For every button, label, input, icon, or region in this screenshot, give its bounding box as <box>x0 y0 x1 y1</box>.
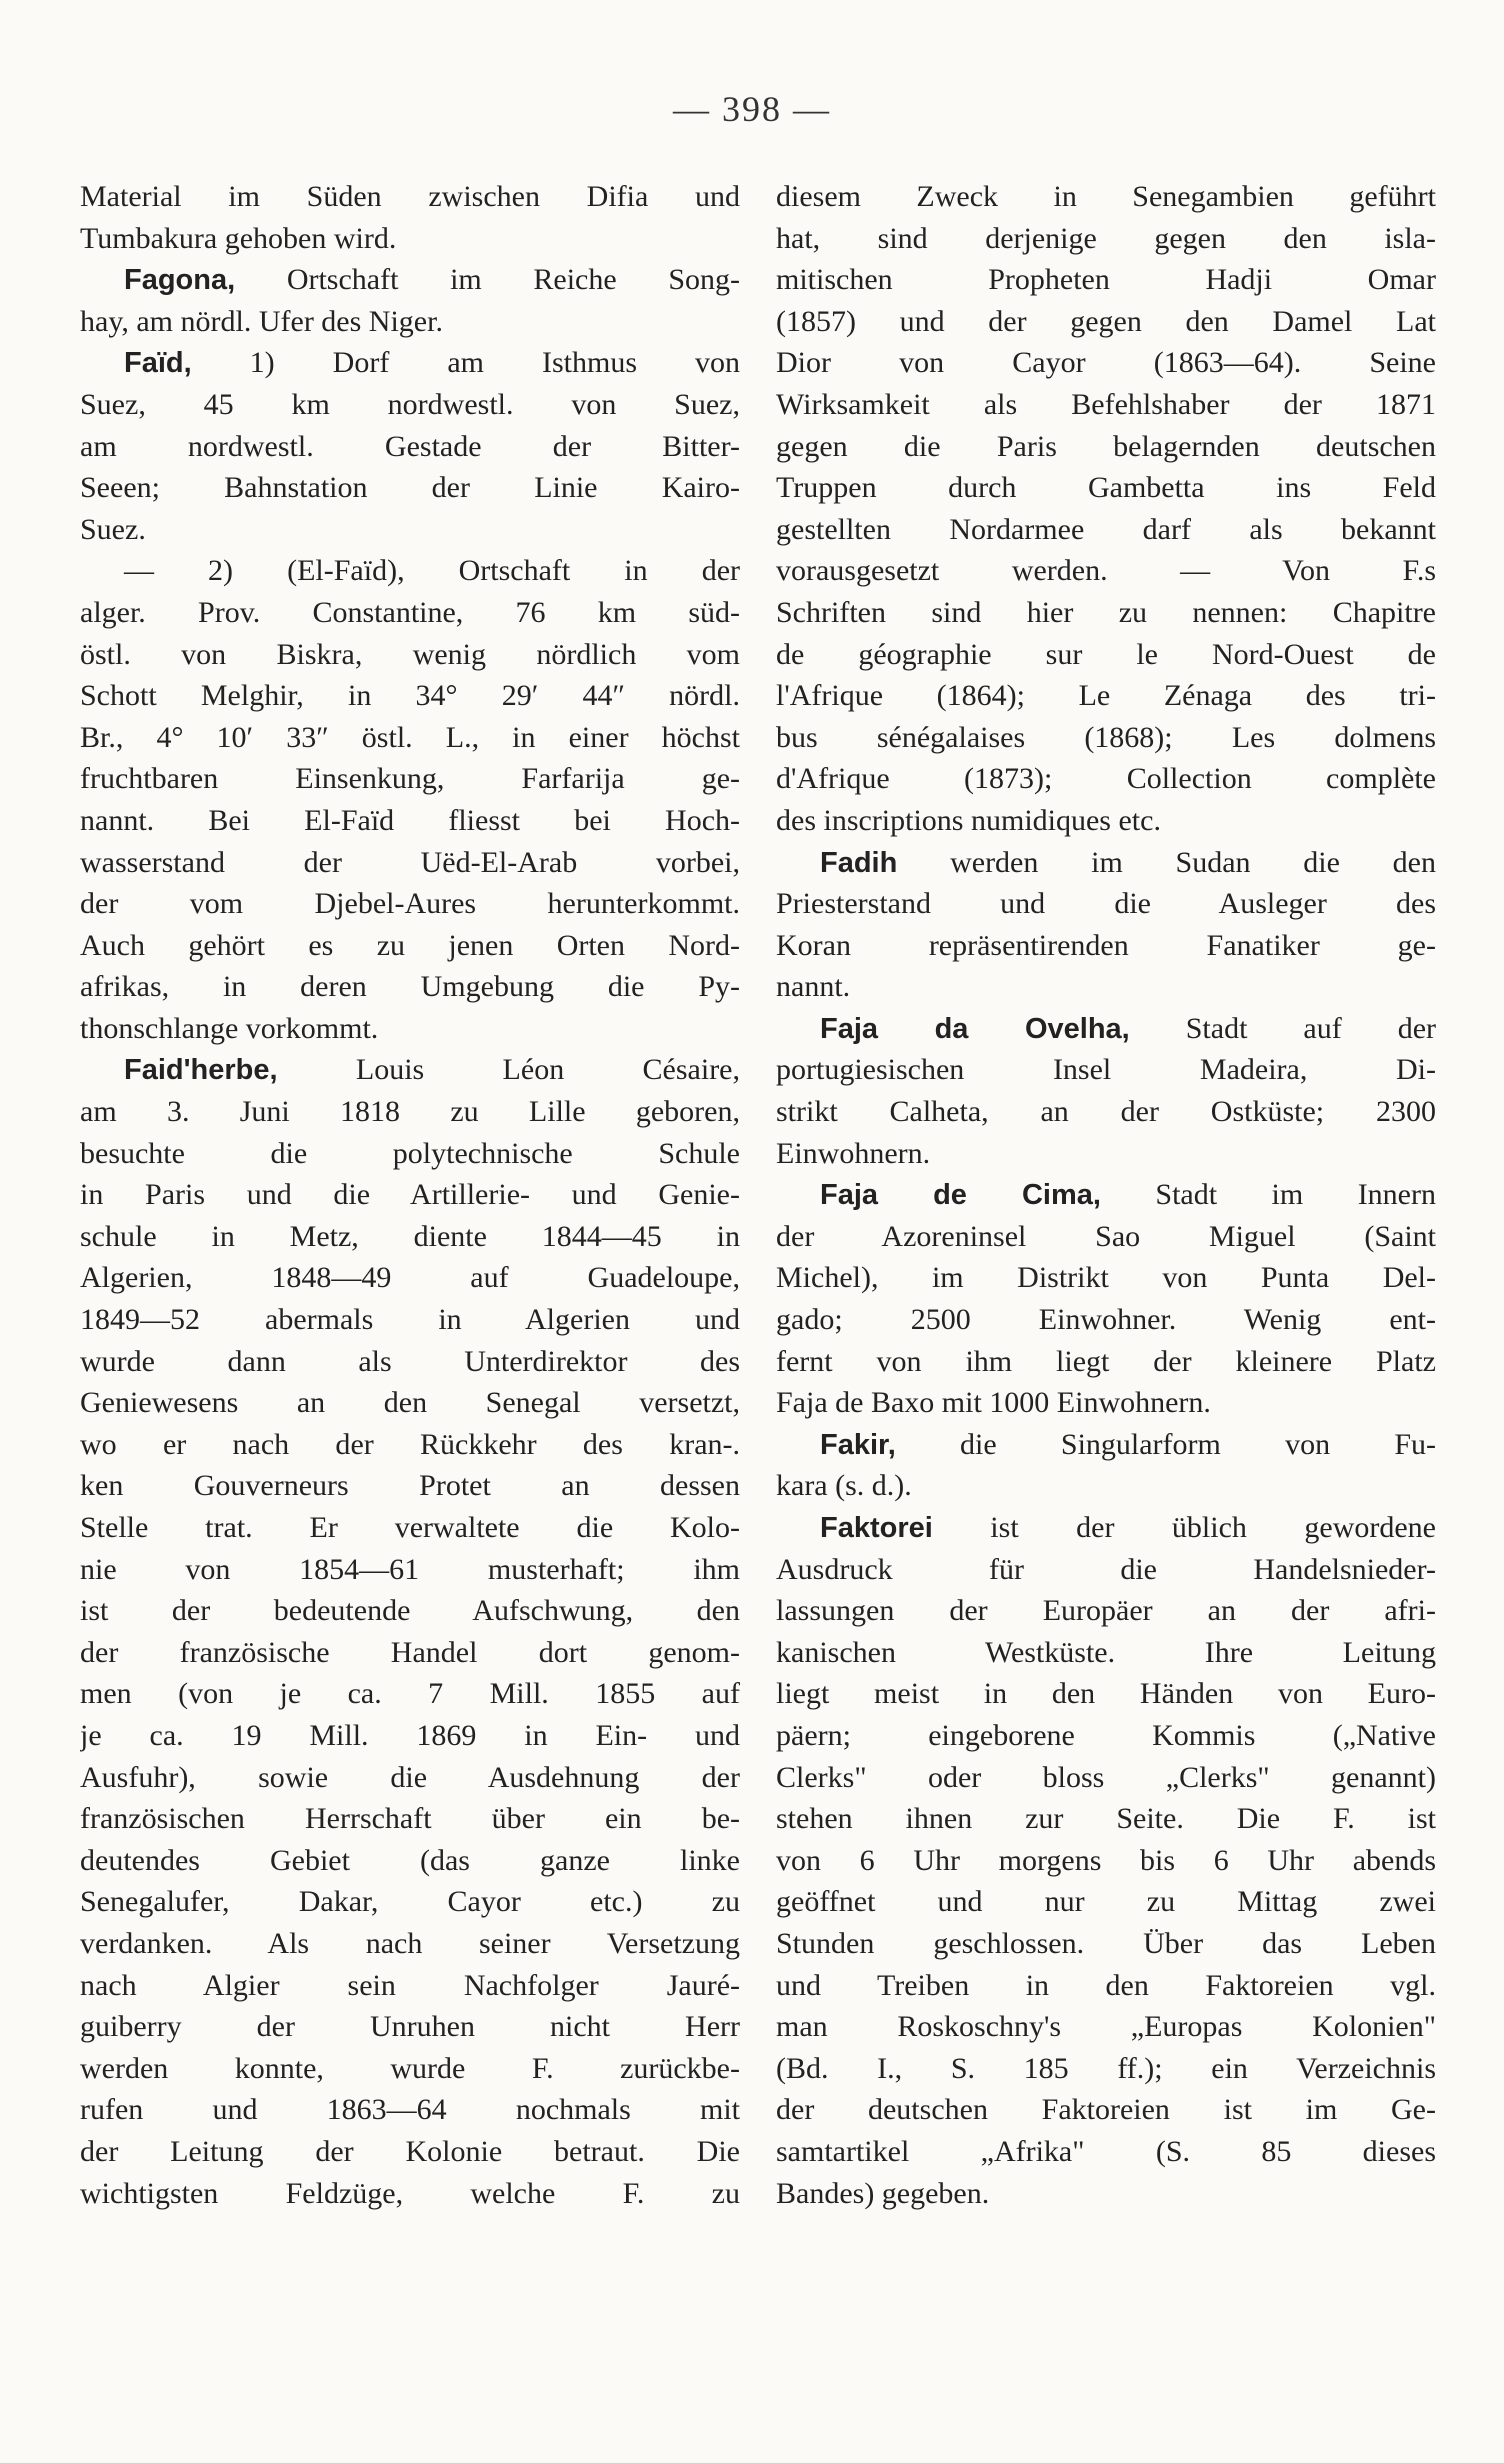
text-line <box>80 176 740 218</box>
text-line <box>776 1757 1436 1799</box>
line-text: Einwohnern. <box>776 1136 931 1170</box>
line-text: Ortschaft im Reiche Song- <box>235 263 740 297</box>
line-text: nach Algier sein Nachfolger Jauré- <box>80 1968 740 2002</box>
line-text: l'Afrique (1864); Le Zénaga des tri- <box>776 679 1436 713</box>
text-line <box>776 1840 1436 1882</box>
text-line <box>776 259 1436 301</box>
text-line <box>776 1049 1436 1091</box>
text-line <box>80 634 740 676</box>
line-text: Seeen; Bahnstation der Linie Kairo- <box>80 471 740 505</box>
line-text: man Roskoschny's „Europas Kolonien" <box>776 2010 1436 2044</box>
line-text: Wirksamkeit als Befehlshaber der 1871 <box>776 387 1436 421</box>
line-text: fruchtbaren Einsenkung, Farfarija ge- <box>80 762 740 796</box>
text-line <box>776 342 1436 384</box>
text-line <box>776 1257 1436 1299</box>
text-line <box>776 1008 1436 1050</box>
text-line <box>776 1549 1436 1591</box>
line-text: der französische Handel dort genom- <box>80 1635 740 1669</box>
line-text: nannt. Bei El-Faïd fliesst bei Hoch- <box>80 803 740 837</box>
line-text: besuchte die polytechnische Schule <box>80 1136 740 1170</box>
text-line <box>776 1174 1436 1216</box>
text-line <box>80 509 740 551</box>
line-text: guiberry der Unruhen nicht Herr <box>80 2010 740 2044</box>
line-text: ken Gouverneurs Protet an dessen <box>80 1469 740 1503</box>
line-text: 1849—52 abermals in Algerien und <box>80 1303 740 1337</box>
entry-headword: Fakir, <box>820 1428 896 1461</box>
line-text: ist der üblich gewordene <box>932 1511 1436 1544</box>
line-text: liegt meist in den Händen von Euro- <box>776 1677 1436 1711</box>
left-column <box>80 176 740 2214</box>
text-line <box>80 384 740 426</box>
text-line <box>776 1590 1436 1632</box>
right-column <box>776 176 1436 2214</box>
line-text: alger. Prov. Constantine, 76 km süd- <box>80 595 740 629</box>
text-line <box>776 1673 1436 1715</box>
text-line <box>80 925 740 967</box>
text-line <box>776 1923 1436 1965</box>
text-line <box>776 2089 1436 2131</box>
text-line <box>80 2089 740 2131</box>
line-text: Senegalufer, Dakar, Cayor etc.) zu <box>80 1885 740 1919</box>
line-text: der vom Djebel-Aures herunterkommt. <box>80 887 740 921</box>
text-line <box>80 1757 740 1799</box>
entry-headword: Faja da Ovelha, <box>820 1012 1130 1045</box>
line-text: gegen die Paris belagernden deutschen <box>776 429 1436 463</box>
line-text: Stadt im Innern <box>1100 1178 1436 1212</box>
line-text: des inscriptions numidiques etc. <box>776 803 1161 837</box>
line-text: wo er nach der Rückkehr des kran-. <box>80 1427 740 1461</box>
text-line <box>776 1465 1436 1507</box>
line-text: päern; eingeborene Kommis („Native <box>776 1718 1436 1752</box>
text-line <box>80 758 740 800</box>
line-text: Tumbakura gehoben wird. <box>80 221 397 255</box>
text-line <box>80 1174 740 1216</box>
line-text: französischen Herrschaft über ein be- <box>80 1802 740 1836</box>
text-line <box>776 592 1436 634</box>
line-text: werden konnte, wurde F. zurückbe- <box>80 2051 740 2085</box>
line-text: Ausdruck für die Handelsnieder- <box>776 1552 1436 1586</box>
text-line <box>776 1965 1436 2007</box>
line-text: wurde dann als Unterdirektor des <box>80 1344 740 1378</box>
text-line <box>80 883 740 925</box>
line-text: östl. von Biskra, wenig nördlich vom <box>80 637 740 671</box>
line-text: 1) Dorf am Isthmus von <box>191 346 740 380</box>
text-line <box>776 1632 1436 1674</box>
text-line <box>776 883 1436 925</box>
line-text: rufen und 1863—64 nochmals mit <box>80 2093 740 2127</box>
text-line <box>80 1341 740 1383</box>
text-line <box>80 342 740 384</box>
text-line <box>80 1382 740 1424</box>
line-text: je ca. 19 Mill. 1869 in Ein- und <box>80 1718 740 1752</box>
line-text: der deutschen Faktoreien ist im Ge- <box>776 2093 1436 2127</box>
text-line <box>80 1965 740 2007</box>
text-line <box>80 966 740 1008</box>
line-text: Koran repräsentirenden Fanatiker ge- <box>776 928 1436 962</box>
text-line <box>80 1424 740 1466</box>
line-text: lassungen der Europäer an der afri- <box>776 1594 1436 1628</box>
text-line <box>776 1881 1436 1923</box>
text-line <box>776 509 1436 551</box>
line-text: Truppen durch Gambetta ins Feld <box>776 471 1436 505</box>
text-line <box>80 1673 740 1715</box>
line-text: (1857) und der gegen den Damel Lat <box>776 304 1436 338</box>
text-line <box>80 550 740 592</box>
line-text: Michel), im Distrikt von Punta Del- <box>776 1261 1436 1295</box>
line-text: Ausfuhr), sowie die Ausdehnung der <box>80 1760 740 1794</box>
line-text: Schriften sind hier zu nennen: Chapitre <box>776 595 1436 629</box>
text-line <box>776 1507 1436 1549</box>
text-line <box>80 1549 740 1591</box>
text-line <box>80 2006 740 2048</box>
line-text: thonschlange vorkommt. <box>80 1011 379 1045</box>
line-text: (Bd. I., S. 185 ff.); ein Verzeichnis <box>776 2051 1436 2085</box>
text-line <box>776 2006 1436 2048</box>
line-text: die Singularform von Fu- <box>895 1427 1436 1461</box>
text-line <box>776 925 1436 967</box>
text-line <box>776 1091 1436 1133</box>
entry-headword: Fagona, <box>124 264 236 297</box>
line-text: hay, am nördl. Ufer des Niger. <box>80 304 443 338</box>
line-text: Faja de Baxo mit 1000 Einwohnern. <box>776 1386 1211 1420</box>
text-line <box>80 426 740 468</box>
text-line <box>80 592 740 634</box>
line-text: gado; 2500 Einwohner. Wenig ent- <box>776 1303 1436 1337</box>
line-text: verdanken. Als nach seiner Versetzung <box>80 1926 740 1960</box>
line-text: samtartikel „Afrika" (S. 85 dieses <box>776 2134 1436 2168</box>
text-line <box>80 1216 740 1258</box>
line-text: Suez. <box>80 512 146 546</box>
line-text: wasserstand der Uëd-El-Arab vorbei, <box>80 845 740 879</box>
line-text: kara (s. d.). <box>776 1469 912 1503</box>
text-line <box>776 2173 1436 2215</box>
text-line <box>776 800 1436 842</box>
text-line <box>776 1798 1436 1840</box>
line-text: werden im Sudan die den <box>897 845 1436 879</box>
line-text: Geniewesens an den Senegal versetzt, <box>80 1386 740 1420</box>
line-text: gestellten Nordarmee darf als bekannt <box>776 512 1436 546</box>
text-line <box>776 1341 1436 1383</box>
text-line <box>776 758 1436 800</box>
line-text: Stelle trat. Er verwaltete die Kolo- <box>80 1511 740 1544</box>
text-line <box>80 1881 740 1923</box>
line-text: strikt Calheta, an der Ostküste; 2300 <box>776 1095 1436 1129</box>
line-text: ist der bedeutende Aufschwung, den <box>80 1594 740 1628</box>
text-line <box>80 1299 740 1341</box>
line-text: Algerien, 1848—49 auf Guadeloupe, <box>80 1261 740 1295</box>
text-line <box>776 426 1436 468</box>
text-line <box>776 2131 1436 2173</box>
text-line <box>80 1465 740 1507</box>
line-text: hat, sind derjenige gegen den isla- <box>776 221 1436 255</box>
text-line <box>776 550 1436 592</box>
entry-headword: Fadih <box>820 846 898 879</box>
line-text: von 6 Uhr morgens bis 6 Uhr abends <box>776 1843 1436 1877</box>
text-line <box>80 301 740 343</box>
line-text: Br., 4° 10′ 33″ östl. L., in einer höchst <box>80 720 740 754</box>
line-text: fernt von ihm liegt der kleinere Platz <box>776 1344 1436 1378</box>
line-text: kanischen Westküste. Ihre Leitung <box>776 1635 1436 1669</box>
text-line <box>776 218 1436 260</box>
line-text: am 3. Juni 1818 zu Lille geboren, <box>80 1095 740 1129</box>
line-text: Stunden geschlossen. Über das Leben <box>776 1926 1436 1960</box>
text-line <box>776 675 1436 717</box>
text-line <box>776 176 1436 218</box>
entry-headword: Faïd, <box>124 347 192 380</box>
line-text: und Treiben in den Faktoreien vgl. <box>776 1968 1436 2002</box>
line-text: Schott Melghir, in 34° 29′ 44″ nördl. <box>80 679 740 713</box>
text-line <box>80 1507 740 1549</box>
text-line <box>776 1424 1436 1466</box>
text-line <box>80 1133 740 1175</box>
line-text: bus sénégalaises (1868); Les dolmens <box>776 720 1436 754</box>
text-line <box>80 259 740 301</box>
line-text: der Azoreninsel Sao Miguel (Saint <box>776 1219 1436 1253</box>
text-line <box>776 842 1436 884</box>
text-line <box>776 1715 1436 1757</box>
line-text: portugiesischen Insel Madeira, Di- <box>776 1053 1436 1087</box>
text-line <box>80 1798 740 1840</box>
line-text: afrikas, in deren Umgebung die Py- <box>80 970 740 1004</box>
line-text: am nordwestl. Gestade der Bitter- <box>80 429 740 463</box>
entry-headword: Faja de Cima, <box>820 1179 1101 1212</box>
line-text: Stadt auf der <box>1129 1011 1436 1045</box>
text-line <box>80 1923 740 1965</box>
line-text: de géographie sur le Nord-Ouest de <box>776 637 1436 671</box>
line-text: d'Afrique (1873); Collection complète <box>776 762 1436 796</box>
line-text: Dior von Cayor (1863—64). Seine <box>776 346 1436 380</box>
text-line <box>80 1715 740 1757</box>
text-line <box>776 384 1436 426</box>
text-line <box>80 1049 740 1091</box>
text-line <box>80 2173 740 2215</box>
text-line <box>776 1299 1436 1341</box>
text-line <box>80 2048 740 2090</box>
page-number: — 398 — <box>673 89 831 129</box>
line-text: Louis Léon Césaire, <box>277 1053 740 1087</box>
text-line <box>80 218 740 260</box>
line-text: schule in Metz, diente 1844—45 in <box>80 1219 740 1253</box>
line-text: nannt. <box>776 970 851 1004</box>
text-line <box>776 1382 1436 1424</box>
text-line <box>776 1133 1436 1175</box>
text-line <box>80 1590 740 1632</box>
text-line <box>776 717 1436 759</box>
text-line <box>80 467 740 509</box>
text-line <box>80 717 740 759</box>
entry-headword: Faid'herbe, <box>124 1054 278 1087</box>
text-line <box>776 467 1436 509</box>
text-line <box>776 634 1436 676</box>
text-line <box>776 1216 1436 1258</box>
line-text: vorausgesetzt werden. — Von F.s <box>776 554 1436 588</box>
line-text: geöffnet und nur zu Mittag zwei <box>776 1885 1436 1919</box>
line-text: nie von 1854—61 musterhaft; ihm <box>80 1552 740 1586</box>
text-line <box>80 1091 740 1133</box>
text-line <box>776 2048 1436 2090</box>
line-text: Bandes) gegeben. <box>776 2176 990 2210</box>
text-line <box>80 1840 740 1882</box>
line-text: men (von je ca. 7 Mill. 1855 auf <box>80 1677 740 1711</box>
line-text: deutendes Gebiet (das ganze linke <box>80 1843 740 1877</box>
line-text: — 2) (El-Faïd), Ortschaft in der <box>124 554 740 588</box>
line-text: Auch gehört es zu jenen Orten Nord- <box>80 928 740 962</box>
line-text: der Leitung der Kolonie betraut. Die <box>80 2134 740 2168</box>
text-line <box>80 800 740 842</box>
line-text: Clerks" oder bloss „Clerks" genannt) <box>776 1760 1436 1794</box>
text-line <box>80 842 740 884</box>
line-text: diesem Zweck in Senegambien geführt <box>776 180 1436 213</box>
entry-headword: Faktorei <box>820 1512 933 1544</box>
text-line <box>776 301 1436 343</box>
line-text: wichtigsten Feldzüge, welche F. zu <box>80 2176 740 2210</box>
line-text: stehen ihnen zur Seite. Die F. ist <box>776 1802 1436 1836</box>
text-line <box>776 966 1436 1008</box>
text-line <box>80 1008 740 1050</box>
line-text: Priesterstand und die Ausleger des <box>776 887 1436 921</box>
line-text: in Paris und die Artillerie- und Genie- <box>80 1178 740 1212</box>
text-line <box>80 1257 740 1299</box>
line-text: Material im Süden zwischen Difia und <box>80 180 740 213</box>
line-text: mitischen Propheten Hadji Omar <box>776 263 1436 297</box>
text-line <box>80 2131 740 2173</box>
text-line <box>80 675 740 717</box>
line-text: Suez, 45 km nordwestl. von Suez, <box>80 387 740 421</box>
text-line <box>80 1632 740 1674</box>
